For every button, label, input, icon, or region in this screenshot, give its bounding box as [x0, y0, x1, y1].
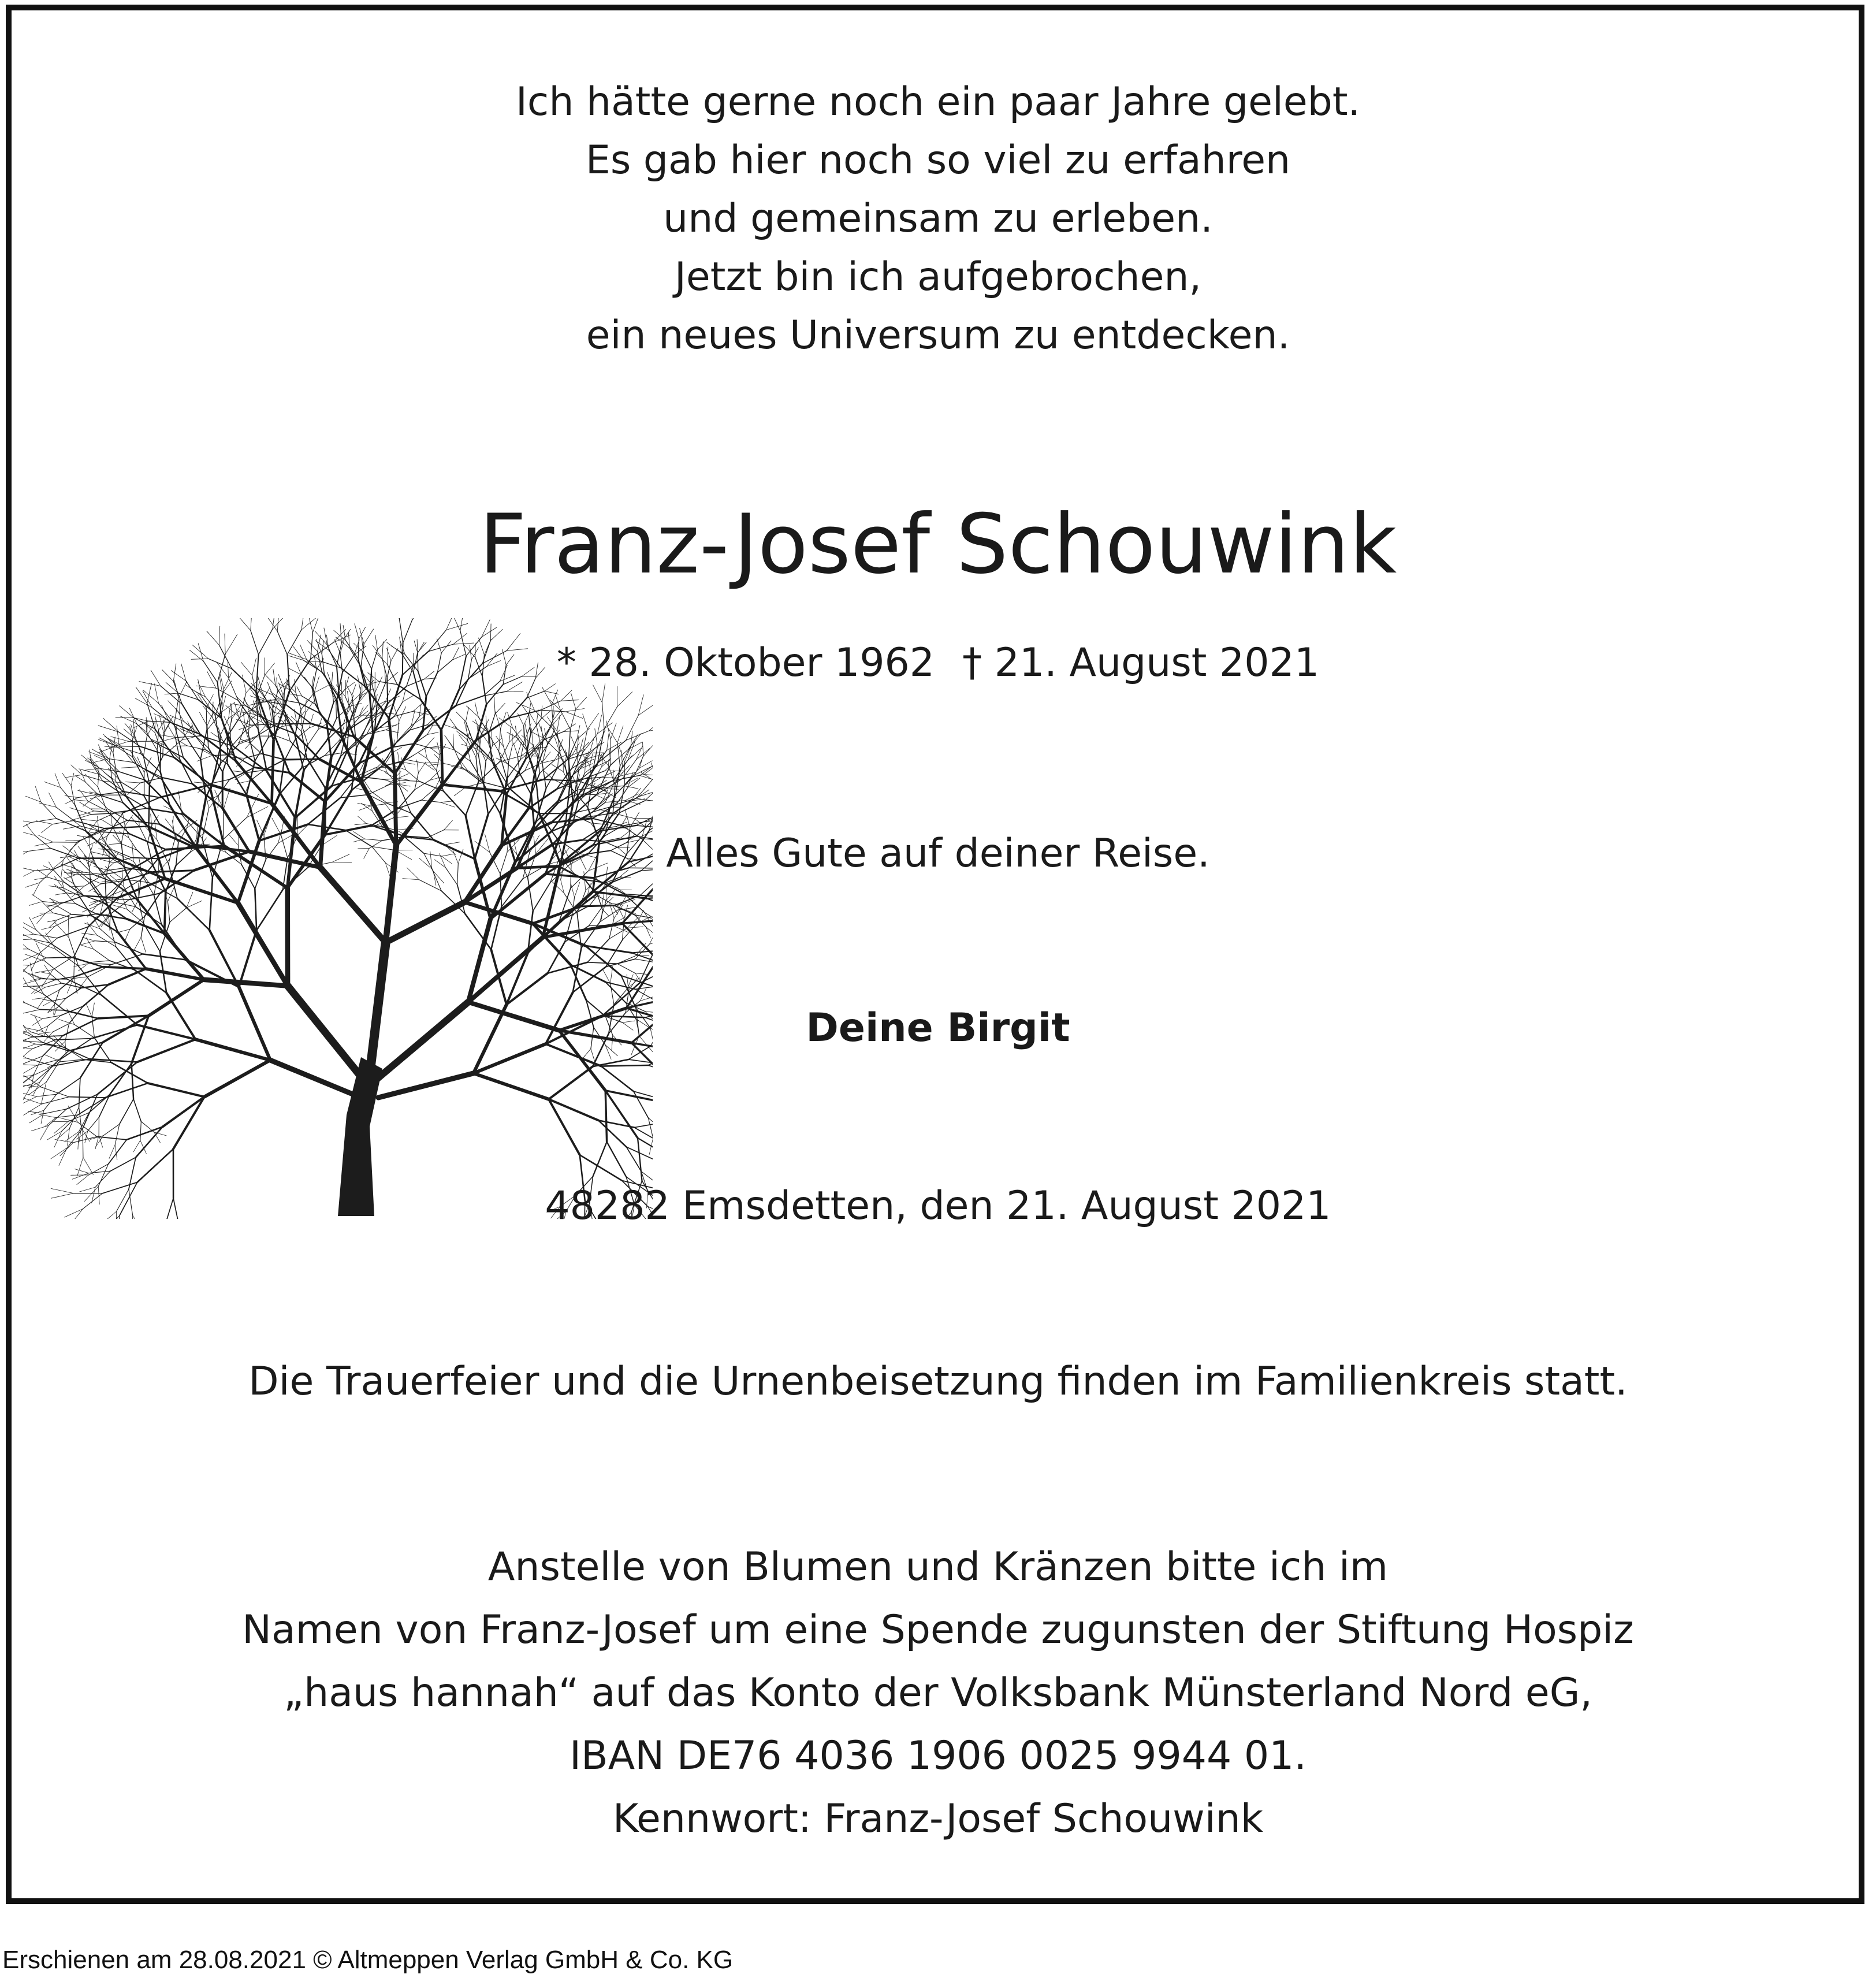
poem-line: Es gab hier noch so viel zu erfahren [585, 137, 1291, 183]
death-date: † 21. August 2021 [962, 640, 1320, 686]
signature: Deine Birgit [806, 1005, 1070, 1051]
donation-line: Kennwort: Franz-Josef Schouwink [612, 1796, 1264, 1842]
poem-line: und gemeinsam zu erleben. [663, 196, 1213, 241]
ceremony-note: Die Trauerfeier und die Urnenbeisetzung finden im Familienkreis statt. [248, 1359, 1628, 1404]
poem-line: Jetzt bin ich aufgebrochen, [674, 254, 1202, 300]
publication-footer: Erschienen am 28.08.2021 © Altmeppen Verlag GmbH & Co. KG [2, 1946, 734, 1974]
farewell-text: Alles Gute auf deiner Reise. [666, 831, 1210, 876]
deceased-name: Franz-Josef Schouwink [479, 497, 1397, 592]
donation-line: Anstelle von Blumen und Kränzen bitte ich im [487, 1544, 1389, 1590]
poem-line: ein neues Universum zu entdecken. [586, 313, 1290, 358]
donation-request [12, 1535, 1864, 1850]
donation-line: Namen von Franz-Josef um eine Spende zugunsten der Stiftung Hospiz [242, 1607, 1634, 1653]
donation-line: „haus hannah“ auf das Konto der Volksbank Münsterland Nord eG, [283, 1670, 1593, 1716]
donation-line: IBAN DE76 4036 1906 0025 9944 01. [570, 1733, 1306, 1779]
bare-tree-icon [23, 618, 653, 1219]
birth-date: * 28. Oktober 1962 [556, 640, 935, 686]
poem-line: Ich hätte gerne noch ein paar Jahre gelebt. [515, 79, 1361, 125]
place-date: 48282 Emsdetten, den 21. August 2021 [545, 1183, 1331, 1229]
poem [12, 73, 1864, 365]
